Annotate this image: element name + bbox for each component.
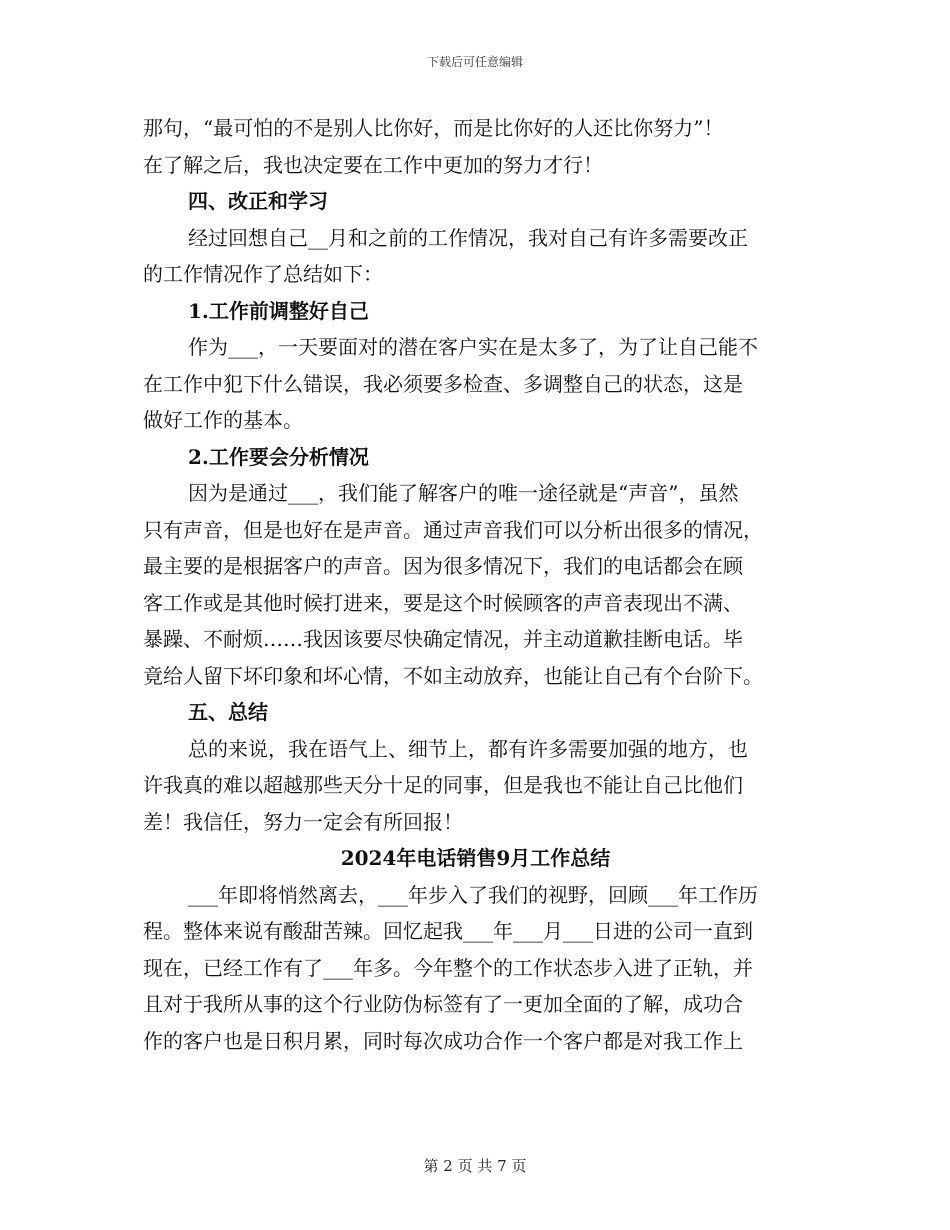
section-heading-5: 五、总结 [188,700,268,724]
text-line-5: 的工作情况作了总结如下： [143,262,383,286]
text-line-15: 暴躁、不耐烦……我因该要尽快确定情况，并主动道歉挂断电话。毕 [143,627,743,651]
text-line-23: 程。整体来说有酸甜苦辣。回忆起我___年___月___日进的公司一直到 [143,919,753,943]
text-line-11: 因为是通过___，我们能了解客户的唯一途径就是“声音”，虽然 [188,481,739,505]
section-heading-4: 四、改正和学习 [188,189,328,213]
text-line-14: 客工作或是其他时候打进来，要是这个时候顾客的声音表现出不满、 [143,590,743,615]
text-line-22: ___年即将悄然离去，___年步入了我们的视野，回顾___年工作历 [188,882,758,907]
document-body [143,110,808,1059]
text-line-19: 许我真的难以超越那些天分十足的同事，但是我也不能让自己比他们 [143,773,743,797]
text-line-12: 只有声音，但是也好在是声音。通过声音我们可以分析出很多的情况， [143,517,763,542]
page-number: 第 2 页 共 7 页 [423,1157,527,1175]
document-title: 2024年电话销售9月工作总结 [340,846,611,870]
text-line-13: 最主要的是根据客户的声音。因为很多情况下，我们的电话都会在顾 [143,554,743,578]
subheading-1: 1.工作前调整好自己 [188,298,369,323]
text-line-7: 作为___，一天要面对的潜在客户实在是太多了，为了让自己能不 [188,335,758,359]
text-line-18: 总的来说，我在语气上、细节上，都有许多需要加强的地方，也 [188,736,748,761]
text-line-24: 现在，已经工作有了___年多。今年整个的工作状态步入进了正轨，并 [143,955,753,980]
page-header-note: 下载后可任意编辑 [426,55,523,69]
text-line-25: 且对于我所从事的这个行业防伪标签有了一更加全面的了解，成功合 [143,992,743,1016]
text-line-8: 在工作中犯下什么错误，我必须要多检查、多调整自己的状态，这是 [143,371,743,396]
subheading-2: 2.工作要会分析情况 [188,444,369,469]
text-line-2: 在了解之后，我也决定要在工作中更加的努力才行！ [143,152,603,177]
text-line-16: 竟给人留下坏印象和坏心情，不如主动放弃，也能让自己有个台阶下。 [143,663,763,688]
text-line-9: 做好工作的基本。 [143,408,303,432]
text-line-26: 作的客户也是日积月累，同时每次成功合作一个客户都是对我工作上 [143,1028,743,1053]
text-line-4: 经过回想自己__月和之前的工作情况，我对自己有许多需要改正 [188,225,748,250]
text-line-1: 那句，“最可怕的不是别人比你好，而是比你好的人还比你努力”！ [143,116,724,140]
text-line-20: 差！我信任，努力一定会有所回报！ [143,809,463,834]
